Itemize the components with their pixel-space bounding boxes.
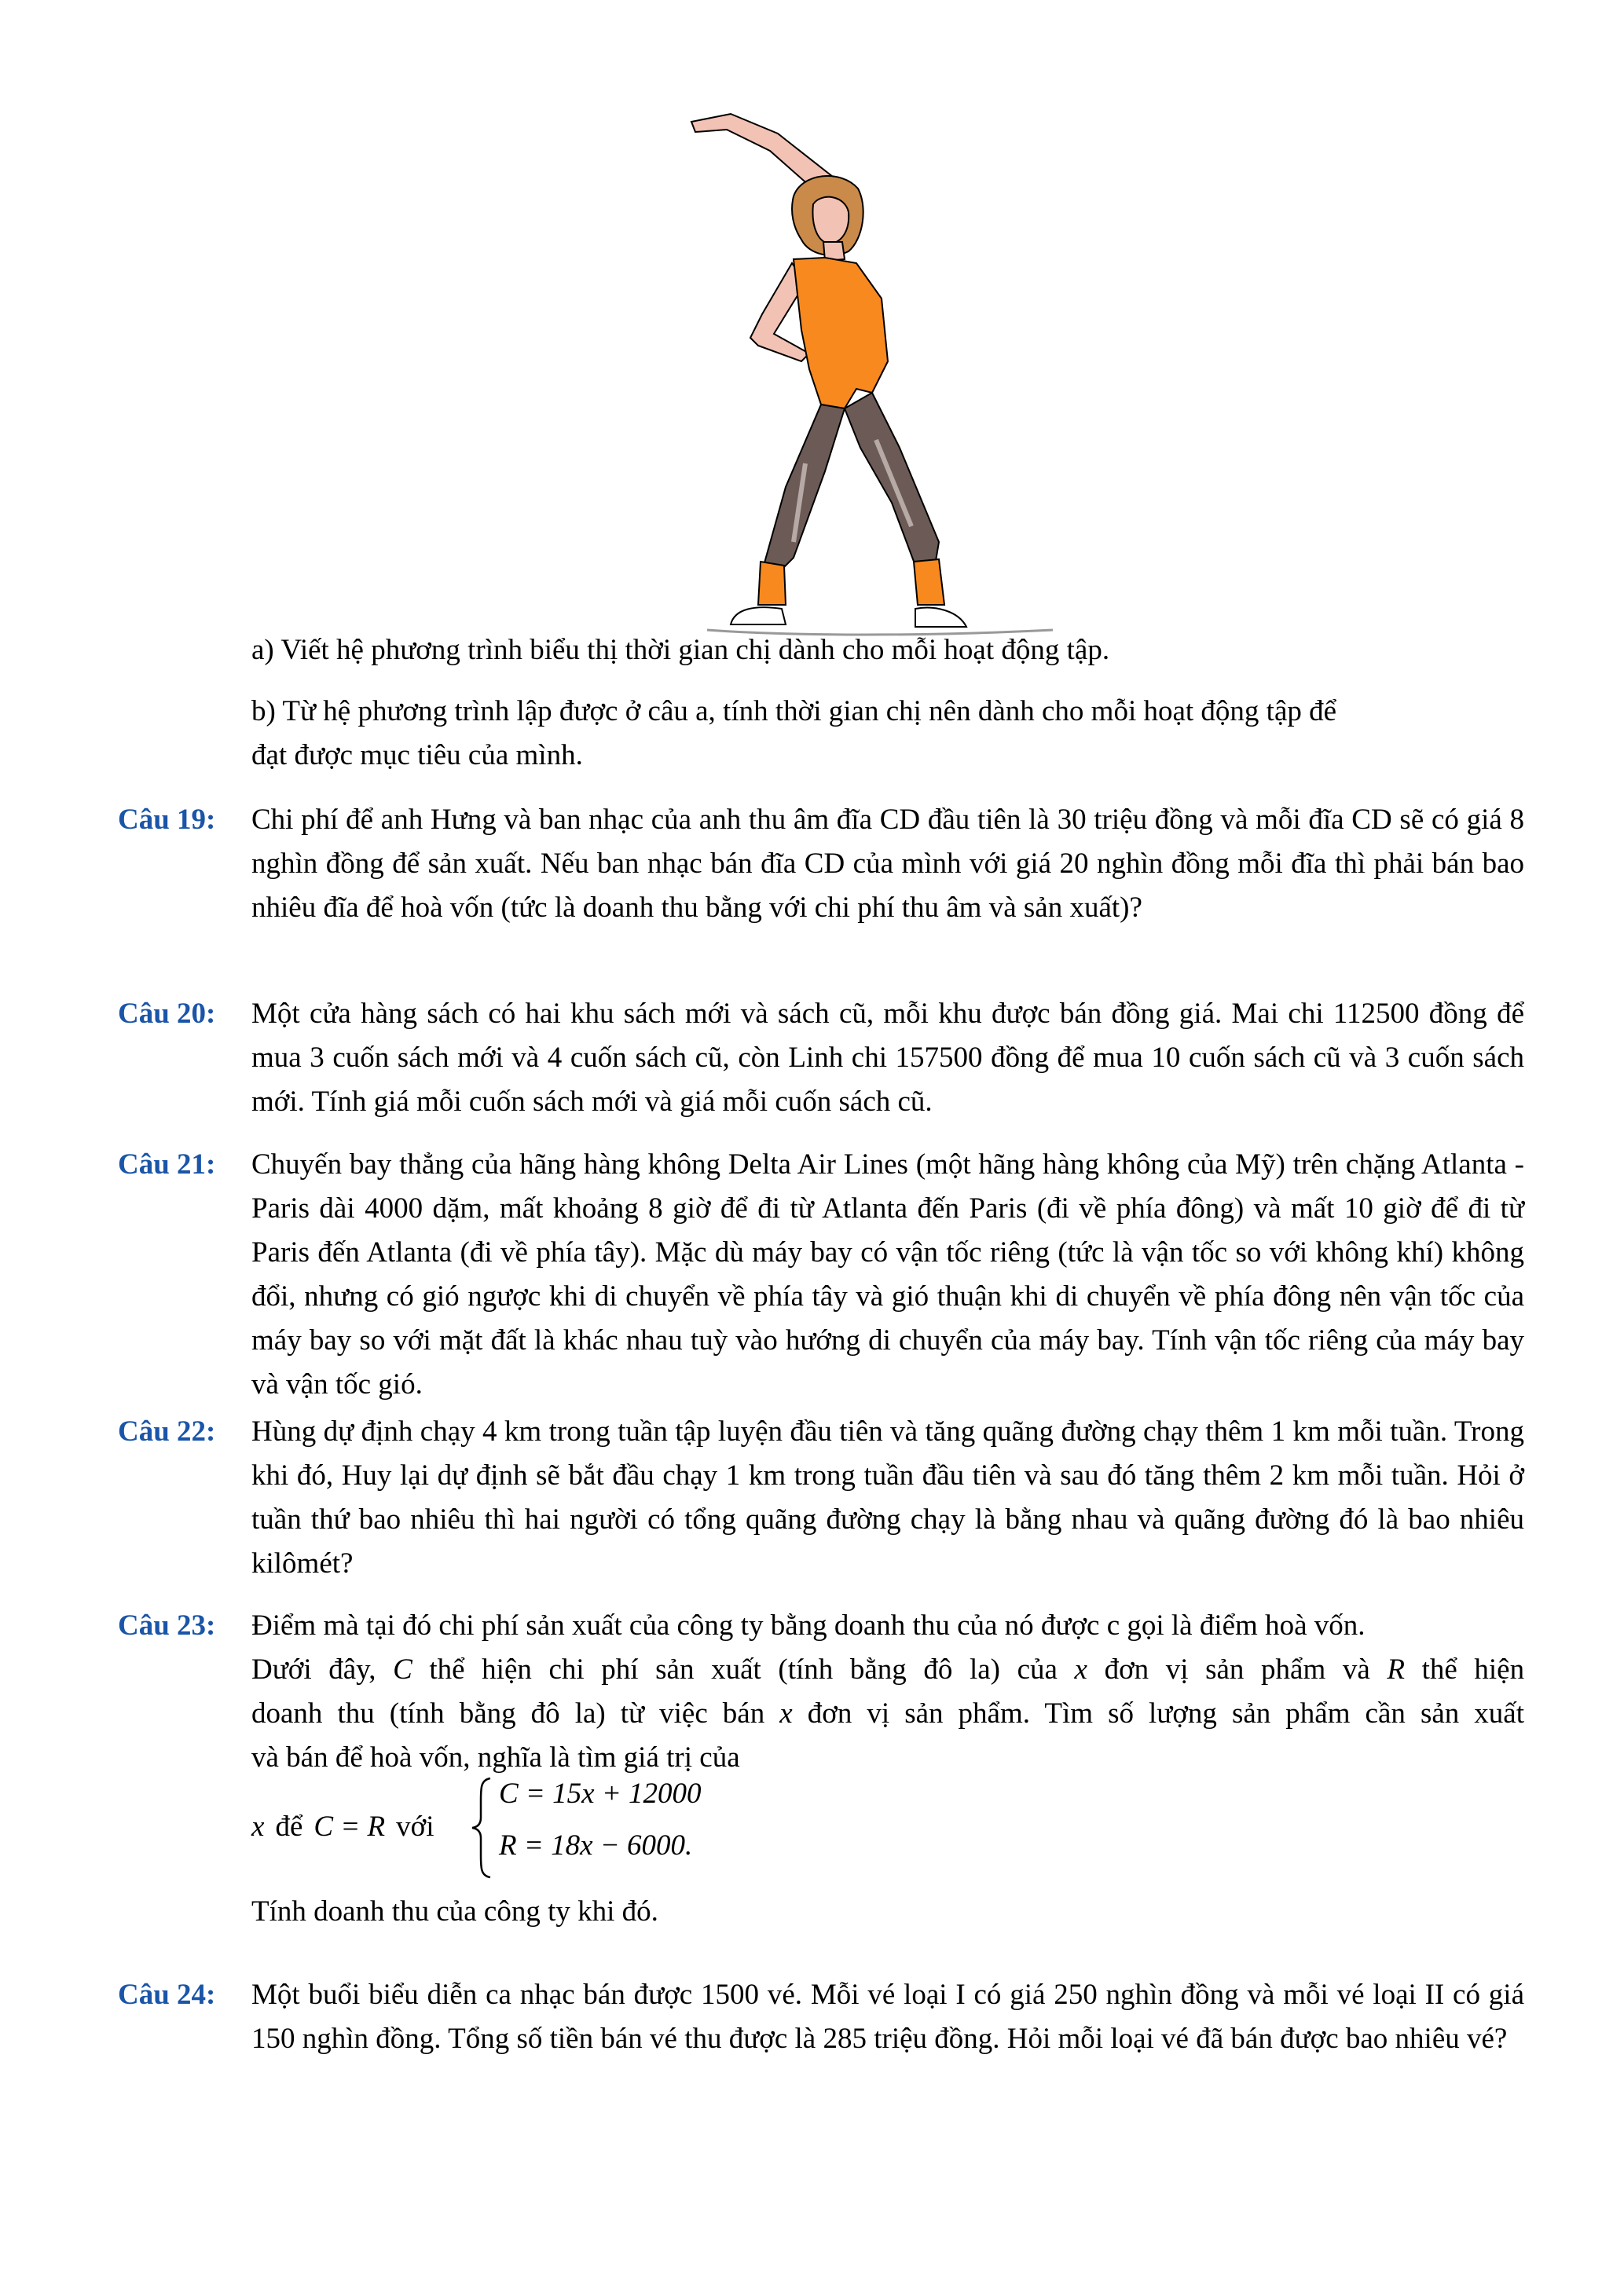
exercise-illustration [676, 102, 1084, 636]
equation-system [251, 1777, 1037, 1887]
q23-after: Tính doanh thu của công ty khi đó. [251, 1895, 658, 1928]
question-text: Hùng dự định chạy 4 km trong tuần tập luyện đầu tiên và tăng quãng đường chạy thêm 1 km mỗi tuần. Trong khi đó, Huy lại dự định sẽ bắt đầu chạy 1 km trong tuần đầu tiên và sau đó tăng thêm 2 km mỗi tuần. Hỏi ở tuần thứ bao nhiêu thì hai người có tổng quãng đường chạy là bằng nhau và quãng đường đó là bao nhiêu kilômét? [251, 1415, 1524, 1580]
question-label: Câu 20: [118, 998, 216, 1030]
q23-line4: và bán để hoà vốn, nghĩa là tìm giá trị của [251, 1741, 740, 1774]
q23-line3: doanh thu (tính bằng đô la) từ việc bán x đơn vị sản phẩm. Tìm số lượng sản phẩm cần sản xuất [251, 1697, 1525, 1730]
item-b-line1: b) Từ hệ phương trình lập được ở câu a, tính thời gian chị nên dành cho mỗi hoạt động tập để [251, 695, 1337, 727]
question-text: Một buổi biểu diễn ca nhạc bán được 1500 vé. Mỗi vé loại I có giá 250 nghìn đồng và mỗi vé loại II có giá 150 nghìn đồng. Tổng số tiền bán vé thu được là 285 triệu đồng. Hỏi mỗi loại vé đã bán được bao nhiêu vé? [251, 1979, 1524, 2055]
question-label: Câu 24: [118, 1979, 216, 2011]
question-text: Chuyến bay thẳng của hãng hàng không Delta Air Lines (một hãng hàng không của Mỹ) trên chặng Atlanta - Paris dài 4000 dặm, mất khoảng 8 giờ để đi từ Atlanta đến Paris (đi về phía đông) và mất 10 giờ để đi từ Paris đến Atlanta (đi về phía tây). Mặc dù máy bay có vận tốc riêng (tức là vận tốc so với không khí) không đổi, nhưng có gió ngược khi di chuyển về phía tây và gió thuận khi di chuyển về phía đông nên vận tốc của máy bay so với mặt đất là khác nhau tuỳ vào hướng di chuyển của máy bay. Tính vận tốc riêng của máy bay và vận tốc gió. [251, 1148, 1524, 1401]
equation-revenue: R = 18x − 6000. [499, 1829, 693, 1862]
question-text: Một cửa hàng sách có hai khu sách mới và sách cũ, mỗi khu được bán đồng giá. Mai chi 112500 đồng để mua 3 cuốn sách mới và 4 cuốn sách cũ, còn Linh chi 157500 đồng để mua 10 cuốn sách cũ và 3 cuốn sách mới. Tính giá mỗi cuốn sách mới và giá mỗi cuốn sách cũ. [251, 998, 1524, 1118]
question-text [251, 1604, 1524, 1780]
system-lead: x để C = R với [251, 1811, 434, 1843]
question-label: Câu 19: [118, 804, 216, 836]
question-label: Câu 22: [118, 1415, 216, 1448]
q23-line2: Dưới đây, C thể hiện chi phí sản xuất (tính bằng đô la) của x đơn vị sản phẩm và R thể hiện [251, 1653, 1525, 1686]
equation-cost: C = 15x + 12000 [499, 1778, 702, 1810]
question-label: Câu 23: [118, 1609, 216, 1642]
item-a: a) Viết hệ phương trình biểu thị thời gian chị dành cho mỗi hoạt động tập. [251, 634, 1110, 666]
q23-line1: Điểm mà tại đó chi phí sản xuất của công ty bằng doanh thu của nó được c gọi là điểm hoà vốn. [251, 1609, 1366, 1642]
question-text: Chi phí để anh Hưng và ban nhạc của anh thu âm đĩa CD đầu tiên là 30 triệu đồng và mỗi đĩa CD sẽ có giá 8 nghìn đồng để sản xuất. Nếu ban nhạc bán đĩa CD của mình với giá 20 nghìn đồng mỗi đĩa thì phải bán bao nhiêu đĩa để hoà vốn (tức là doanh thu bằng với chi phí thu âm và sản xuất)? [251, 804, 1524, 924]
left-brace-icon [470, 1777, 493, 1879]
item-b-line2: đạt được mục tiêu của mình. [251, 739, 583, 771]
question-label: Câu 21: [118, 1148, 216, 1181]
